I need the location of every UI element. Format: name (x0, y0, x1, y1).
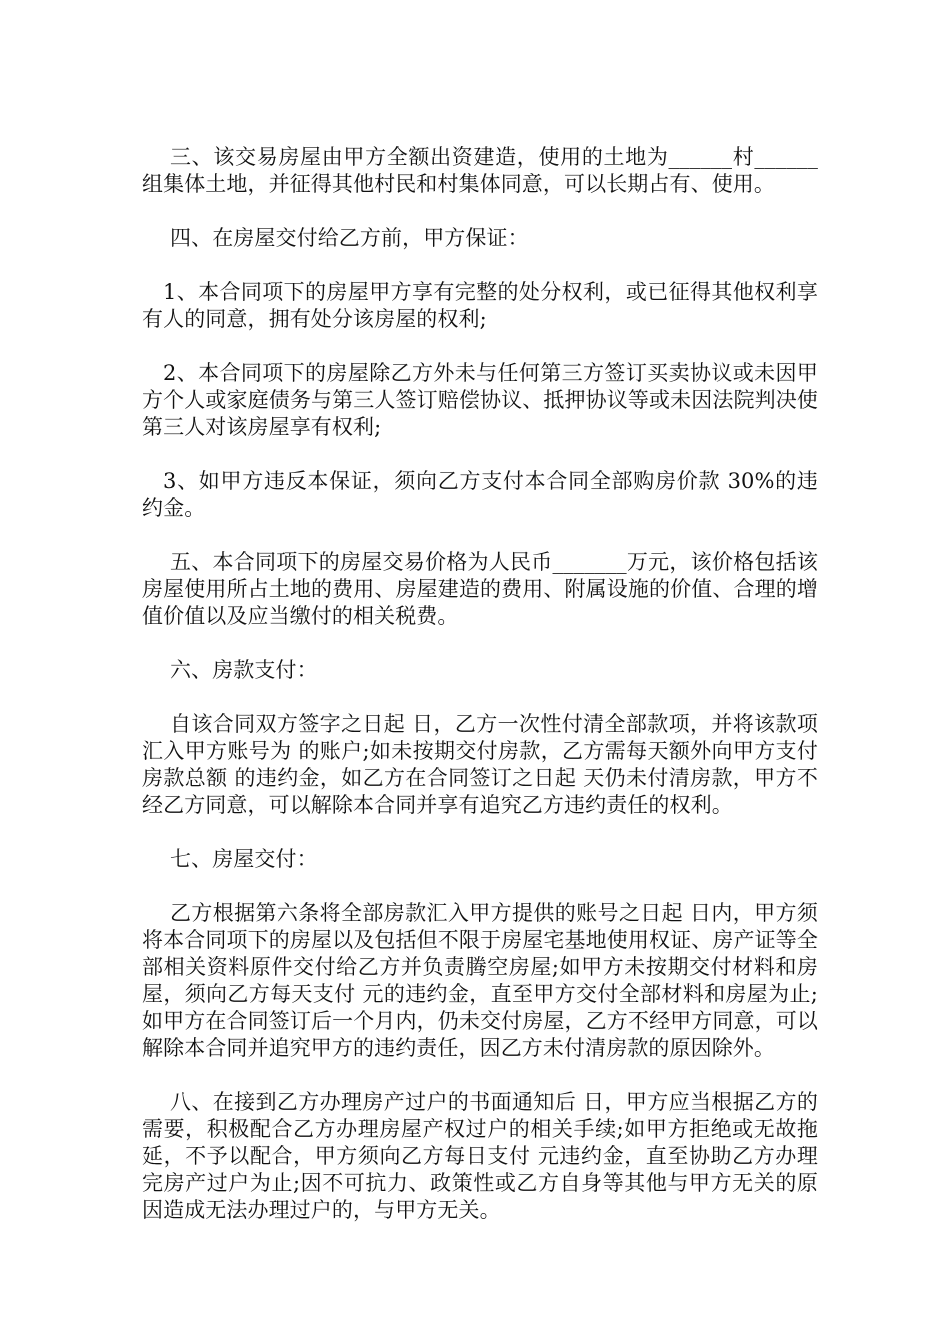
clause-7-delivery: 乙方根据第六条将全部房款汇入甲方提供的账号之日起 日内，甲方须将本合同项下的房屋以及包括但不限于房屋宅基地使用权证、房产证等全部相关资料原件交付给乙方并负责腾空房屋;如甲方未按期交付材料和房屋，须向乙方每天支付 元的违约金，直至甲方交付全部材料和房屋为止;如甲方在合同签订后一个月内，仍未交付房屋，乙方不经甲方同意，可以解除本合同并追究甲方的违约责任，因乙方未付清房款的原因除外。 (142, 901, 818, 1060)
clause-6-payment: 自该合同双方签字之日起 日，乙方一次性付清全部款项，并将该款项汇入甲方账号为 的账户;如未按期交付房款，乙方需每天额外向甲方支付房款总额 的违约金，如乙方在合同签订之日起 天仍未付清房款，甲方不经乙方同意，可以解除本合同并享有追究乙方违约责任的权利。 (142, 712, 818, 817)
document-body (142, 144, 818, 1251)
clause-4-item-2: 2、本合同项下的房屋除乙方外未与任何第三方签订买卖协议或未因甲方个人或家庭债务与第三人签订赔偿协议、抵押协议等或未因法院判决使第三人对该房屋享有权利; (142, 361, 818, 439)
clause-4-item-3: 3、如甲方违反本保证，须向乙方支付本合同全部购房价款 30%的违约金。 (142, 469, 818, 520)
clause-5-price: 五、本合同项下的房屋交易价格为人民币_______万元，该价格包括该房屋使用所占土地的费用、房屋建造的费用、附属设施的价值、合理的增值价值以及应当缴付的相关税费。 (142, 550, 818, 628)
clause-4-heading: 四、在房屋交付给乙方前，甲方保证： (170, 226, 529, 250)
clause-8-transfer: 八、在接到乙方办理房产过户的书面通知后 日，甲方应当根据乙方的需要，积极配合乙方办理房屋产权过户的相关手续;如甲方拒绝或无故拖延，不予以配合，甲方须向乙方每日支付 元违约金，直至协助乙方办理完房产过户为止;因不可抗力、政策性或乙方自身等其他与甲方无关的原因造成无法办理过户的，与甲方无关。 (142, 1090, 818, 1222)
clause-6-heading: 六、房款支付： (170, 658, 318, 682)
clause-4-item-1: 1、本合同项下的房屋甲方享有完整的处分权利，或已征得其他权利享有人的同意，拥有处分该房屋的权利; (142, 280, 818, 331)
clause-3-land-source: 三、该交易房屋由甲方全额出资建造，使用的土地为______村______组集体土地，并征得其他村民和村集体同意，可以长期占有、使用。 (142, 145, 818, 196)
clause-7-heading: 七、房屋交付： (170, 847, 318, 871)
